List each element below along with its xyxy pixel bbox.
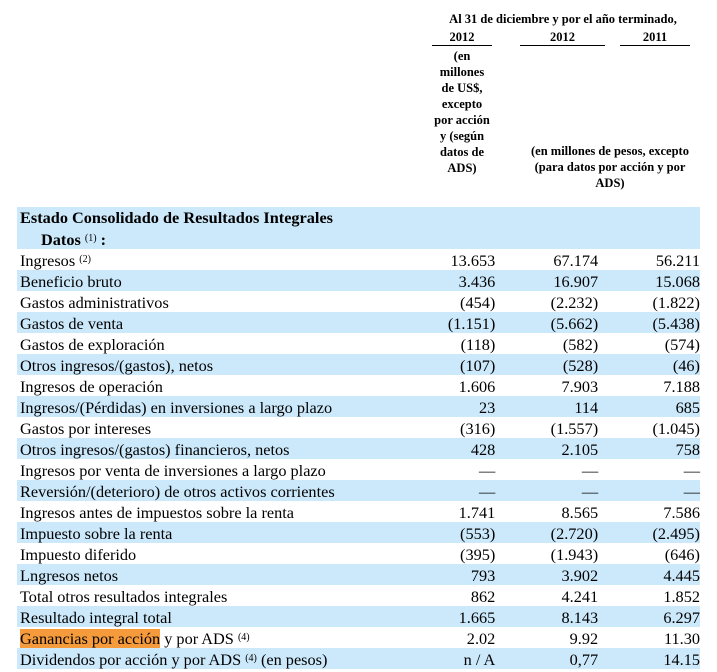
table-row (17, 333, 700, 354)
cell-value: (5.662) (550, 314, 599, 333)
row-label (17, 377, 422, 396)
cell-value: (1.557) (550, 419, 599, 438)
table-row (17, 459, 700, 480)
cell-value: 2.02 (466, 629, 496, 648)
year-header-2012-usd: 2012 (432, 29, 492, 46)
table-row (17, 249, 700, 270)
mxn-units-note: (en millones de pesos, excepto (para datos por acción y por ADS) (531, 144, 689, 190)
cell-value: 3.902 (561, 566, 599, 585)
cell-value: — (581, 482, 599, 501)
cell-value: 8.143 (561, 608, 599, 627)
row-label-text: y por ADS (160, 629, 234, 648)
row-label-text: Ingresos por venta de inversiones a largo plazo (20, 461, 326, 480)
table-row (17, 480, 700, 501)
column-span-header: Al 31 de diciembre y por el año terminado, (449, 12, 677, 26)
year-header-2011-mxn: 2011 (620, 29, 690, 46)
row-label (17, 628, 422, 648)
cell-value: 6.297 (663, 608, 700, 627)
cell-value: 7.188 (663, 377, 700, 396)
cell-value: 14.15 (663, 650, 700, 669)
cell-value: (553) (460, 524, 496, 543)
row-label-suffix: (en pesos) (256, 650, 328, 669)
table-row (17, 417, 700, 438)
row-label (17, 503, 422, 522)
cell-value: 23 (479, 398, 496, 417)
table-row (17, 375, 700, 396)
row-label (17, 356, 422, 375)
cell-value: 9.92 (569, 629, 599, 648)
cell-value: (316) (460, 419, 496, 438)
row-label-text: Impuesto sobre la renta (20, 524, 173, 543)
table-row (17, 291, 700, 312)
cell-value: 8.565 (561, 503, 599, 522)
row-label (17, 398, 422, 417)
cell-value: (528) (562, 356, 599, 375)
usd-units-note: (en millones de US$, excepto por acción y (según datos de ADS) (434, 49, 490, 175)
row-label-text: Resultado integral total (20, 608, 172, 627)
row-label (17, 566, 422, 585)
footnote-ref: (4) (245, 653, 257, 664)
cell-value: 1.665 (458, 608, 496, 627)
row-label-text: Ingresos/(Pérdidas) en inversiones a largo plazo (20, 398, 333, 417)
cell-value: 758 (675, 440, 700, 459)
cell-value: 2.105 (561, 440, 599, 459)
cell-value: 114 (574, 398, 599, 417)
row-label-text: Gastos administrativos (20, 293, 169, 312)
row-label (17, 419, 422, 438)
cell-value: n / A (463, 650, 496, 669)
footnote-ref: (2) (79, 254, 91, 265)
row-label-text: Total otros resultados integrales (20, 587, 228, 606)
row-label-text: Ingresos de operación (20, 377, 163, 396)
row-label-text: Gastos de exploración (20, 335, 165, 354)
row-label-text: Lngresos netos (20, 566, 119, 585)
cell-value: (2.232) (550, 293, 599, 312)
cell-value: — (683, 461, 700, 480)
cell-value: — (683, 482, 700, 501)
cell-value: (1.822) (652, 293, 700, 312)
row-label-text: Dividendos por acción y por ADS (20, 650, 242, 669)
cell-value: (2.720) (550, 524, 599, 543)
row-label-text: Beneficio bruto (20, 272, 122, 291)
cell-value: — (581, 461, 599, 480)
cell-value: 3.436 (458, 272, 496, 291)
row-label (17, 461, 422, 480)
cell-value: 1.852 (663, 587, 700, 606)
table-row (17, 396, 700, 417)
row-label (17, 293, 422, 312)
cell-value: (1.151) (447, 314, 496, 333)
row-label (17, 649, 422, 669)
highlighted-term: Ganancias por acción (20, 629, 161, 648)
row-label-text: Gastos de venta (20, 314, 124, 333)
row-label-text: Otros ingresos/(gastos), netos (20, 356, 214, 375)
cell-value: 685 (675, 398, 700, 417)
cell-value: 428 (470, 440, 496, 459)
cell-value: 13.653 (450, 251, 496, 270)
row-label-text: Ingresos (20, 251, 76, 270)
row-label-text: Impuesto diferido (20, 545, 137, 564)
financial-table (17, 207, 700, 669)
row-label-text: Otros ingresos/(gastos) financieros, netos (20, 440, 290, 459)
cell-value: 1.741 (458, 503, 496, 522)
row-label (17, 272, 422, 291)
table-row (17, 312, 700, 333)
cell-value: (646) (664, 545, 700, 564)
cell-value: 7.903 (561, 377, 599, 396)
cell-value: (395) (460, 545, 496, 564)
footnote-ref: (4) (237, 632, 250, 643)
cell-value: 4.241 (561, 587, 599, 606)
section-title: Estado Consolidado de Resultados Integrales (20, 208, 334, 227)
cell-value: (1.045) (652, 419, 700, 438)
cell-value: 0,77 (569, 650, 599, 669)
cell-value: 4.445 (663, 566, 700, 585)
row-label (17, 587, 422, 606)
cell-value: 67.174 (553, 251, 599, 270)
row-label (17, 608, 422, 627)
cell-value: (107) (460, 356, 496, 375)
table-row (17, 270, 700, 291)
table-row (17, 606, 700, 627)
cell-value: 793 (470, 566, 496, 585)
cell-value: — (479, 461, 496, 480)
cell-value: (5.438) (652, 314, 700, 333)
cell-value: — (479, 482, 496, 501)
cell-value: (582) (562, 335, 599, 354)
row-label (17, 314, 422, 333)
table-row (17, 501, 700, 522)
year-header-2012-mxn: 2012 (520, 29, 605, 46)
footnote-ref: (1) (84, 233, 97, 244)
table-row (17, 522, 700, 543)
table-row (17, 585, 700, 606)
cell-value: 7.586 (663, 503, 700, 522)
cell-value: 1.606 (458, 377, 496, 396)
row-label (17, 524, 422, 543)
table-row (17, 627, 700, 648)
cell-value: (574) (664, 335, 700, 354)
cell-value: (2.495) (652, 524, 700, 543)
cell-value: 862 (470, 587, 496, 606)
cell-value: 16.907 (553, 272, 599, 291)
table-row (17, 354, 700, 375)
cell-value: 11.30 (663, 629, 700, 648)
row-label-text: Reversión/(deterioro) de otros activos corrientes (20, 482, 335, 501)
table-row (17, 564, 700, 585)
row-label (17, 250, 422, 270)
table-row (17, 438, 700, 459)
cell-value: 15.068 (655, 272, 700, 291)
cell-value: (454) (460, 293, 496, 312)
cell-value: 56.211 (655, 251, 700, 270)
table-row (17, 648, 700, 669)
section-subtitle: Datos $^{(1)}$ : (41, 230, 107, 249)
cell-value: (118) (460, 335, 496, 354)
cell-value: (1.943) (550, 545, 599, 564)
row-label-text: Ingresos antes de impuestos sobre la renta (20, 503, 294, 522)
table-row (17, 543, 700, 564)
section-header (17, 207, 700, 249)
row-label (17, 440, 422, 459)
row-label (17, 335, 422, 354)
row-label (17, 545, 422, 564)
row-label (17, 482, 422, 501)
row-label-text: Gastos por intereses (20, 419, 152, 438)
cell-value: (46) (672, 356, 700, 375)
